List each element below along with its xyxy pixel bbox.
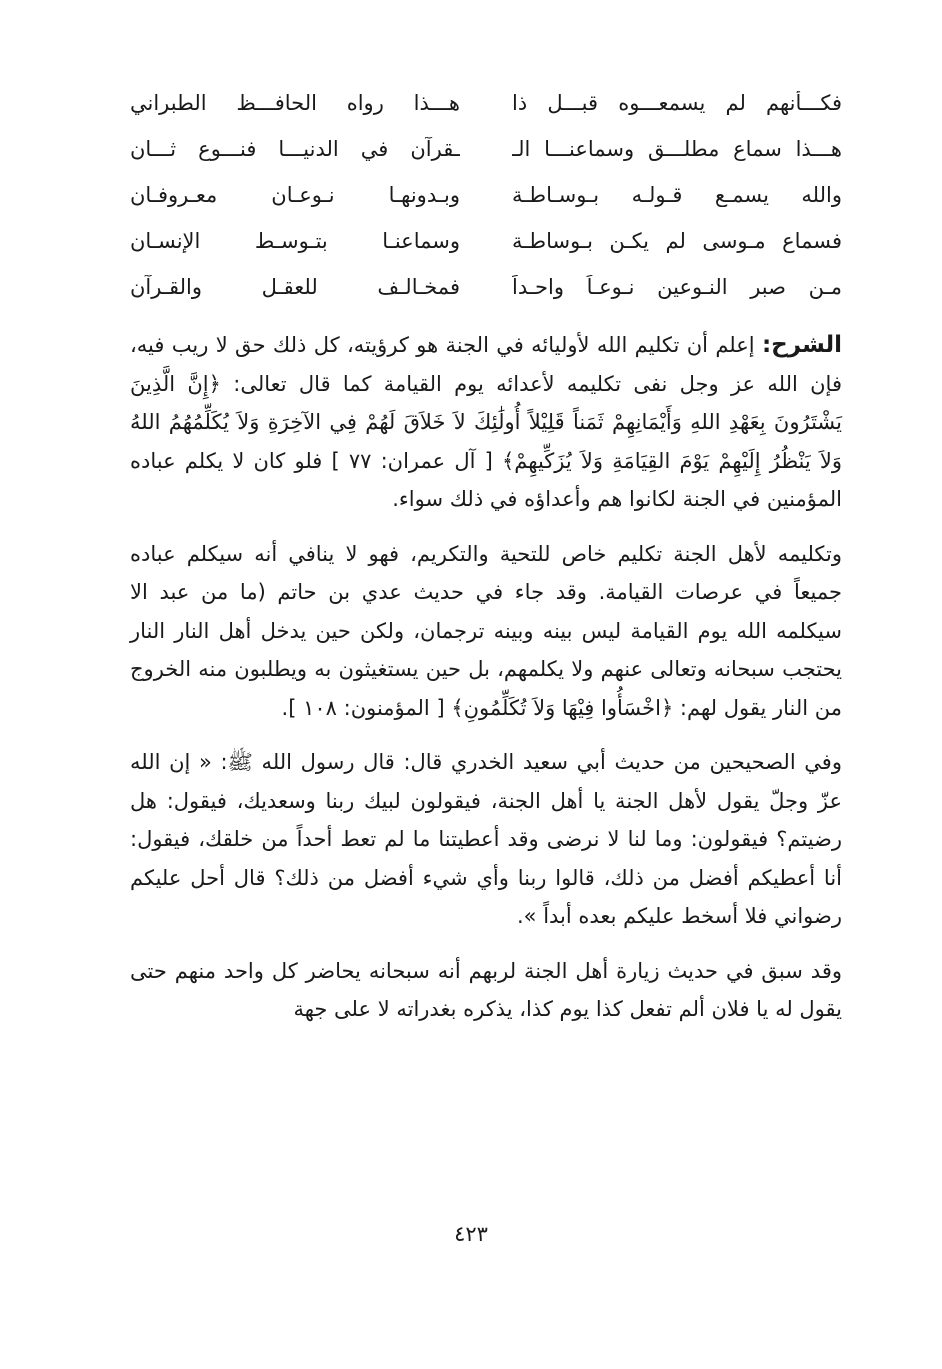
quran-verse: ﴿إِنَّ الَّذِينَ يَشْتَرُونَ بِعَهْدِ اللهِ وَأَيْمَانِهِمْ ثَمَناً قَلِيْلاً أُولَٰئِكَ لاَ خَلاَقَ لَهُمْ فِي الآخِرَةِ وَلاَ يُكَلِّمُهُمُ اللهُ وَلاَ يَنْظُرُ إِلَيْهِمْ يَوْمَ القِيَامَةِ وَلاَ يُزَكِّيهِمْ﴾ (130, 371, 843, 473)
hemistich-right: فسماع مـوسى لم يكـن بـوساطـة (512, 229, 842, 253)
paragraph (130, 952, 842, 1029)
paragraph-text: [ المؤمنون: ١٠٨ ]. (281, 695, 452, 720)
paragraph-text: وفي الصحيحين من حديث أبي سعيد الخدري قال: قال رسول الله ﷺ: « إن الله عزّ وجلّ يقول لأهل الجنة يا أهل الجنة، فيقولون لبيك ربنا وسعديك، فيقول: هل رضيتم؟ فيقولون: وما لنا لا نرضى وقد أعطيتنا ما لم تعط أحداً من خلقك، فيقول: أنا أعطيكم أفضل من ذلك، قالوا ربنا وأي شيء أفضل من ذلك؟ قال أحل عليكم رضواني فلا أسخط عليكم بعده أبداً ». (130, 750, 842, 928)
hemistich-right: هـــذا سماع مطلـــق وسماعنـــا الـ (512, 137, 842, 161)
paragraph-text: وقد سبق في حديث زيارة أهل الجنة لربهم أنه سبحانه يحاضر كل واحد منهم حتى يقول له يا فلان ألم تفعل كذا يوم كذا، يذكره بغدراته لا على جهة (130, 958, 842, 1021)
poem-verse (130, 172, 842, 218)
hemistich-left: فمخـالـف للعقـل والقـرآن (130, 275, 460, 299)
commentary-paragraph (130, 326, 842, 519)
commentary-label: الشرح: (761, 332, 842, 358)
page-body (130, 80, 842, 1045)
hemistich-right: مـن صبر النـوعين نـوعـاً واحـداً (512, 275, 842, 299)
hemistich-left: هـــذا رواه الحافـــظ الطبراني (130, 91, 460, 115)
poem-verse (130, 218, 842, 264)
hemistich-left: ـقرآن في الدنيـــا فنـــوع ثـــان (130, 137, 460, 161)
quran-verse: ﴿اخْسَأُوا فِيْهَا وَلاَ تُكَلِّمُونِ﴾ (451, 695, 674, 720)
poem-verse (130, 126, 842, 172)
paragraph (130, 535, 842, 728)
hemistich-right: فكـــأنهم لم يسمعـــوه قبـــل ذا (512, 91, 842, 115)
hadith-paragraph (130, 743, 842, 936)
hemistich-left: وسماعنـا بتـوسـط الإنسـان (130, 229, 460, 253)
page-number: ٤٢٣ (454, 1222, 488, 1246)
poem-verse (130, 264, 842, 310)
poem (130, 80, 842, 310)
paragraph-text: [ آل عمران: ٧٧ ] فلو كان لا يكلم عباده المؤمنين في الجنة لكانوا هم وأعداؤه في ذلك سواء. (130, 448, 842, 511)
hemistich-left: وبـدونهـا نـوعـان معـروفـان (130, 183, 460, 207)
hemistich-right: والله يسمـع قـولـه بـوسـاطـة (512, 183, 842, 207)
poem-verse (130, 80, 842, 126)
paragraph-text: إعلم أن تكليم الله لأوليائه في الجنة هو كرؤيته، كل ذلك حق لا ريب فيه، فإن الله عز وجل نفى تكليمه لأعدائه يوم القيامة كما قال تعالى: (130, 333, 842, 396)
paragraph-text: وتكليمه لأهل الجنة تكليم خاص للتحية والتكريم، فهو لا ينافي أنه سيكلم عباده جميعاً في عرصات القيامة. وقد جاء في حديث عدي بن حاتم (ما من عبد الا سيكلمه الله يوم القيامة ليس بينه وبينه ترجمان، ولكن حين يدخل أهل النار النار يحتجب سبحانه وتعالى عنهم ولا يكلمهم، بل حين يستغيثون به ويطلبون منه الخروج من النار يقول لهم: (130, 541, 842, 720)
